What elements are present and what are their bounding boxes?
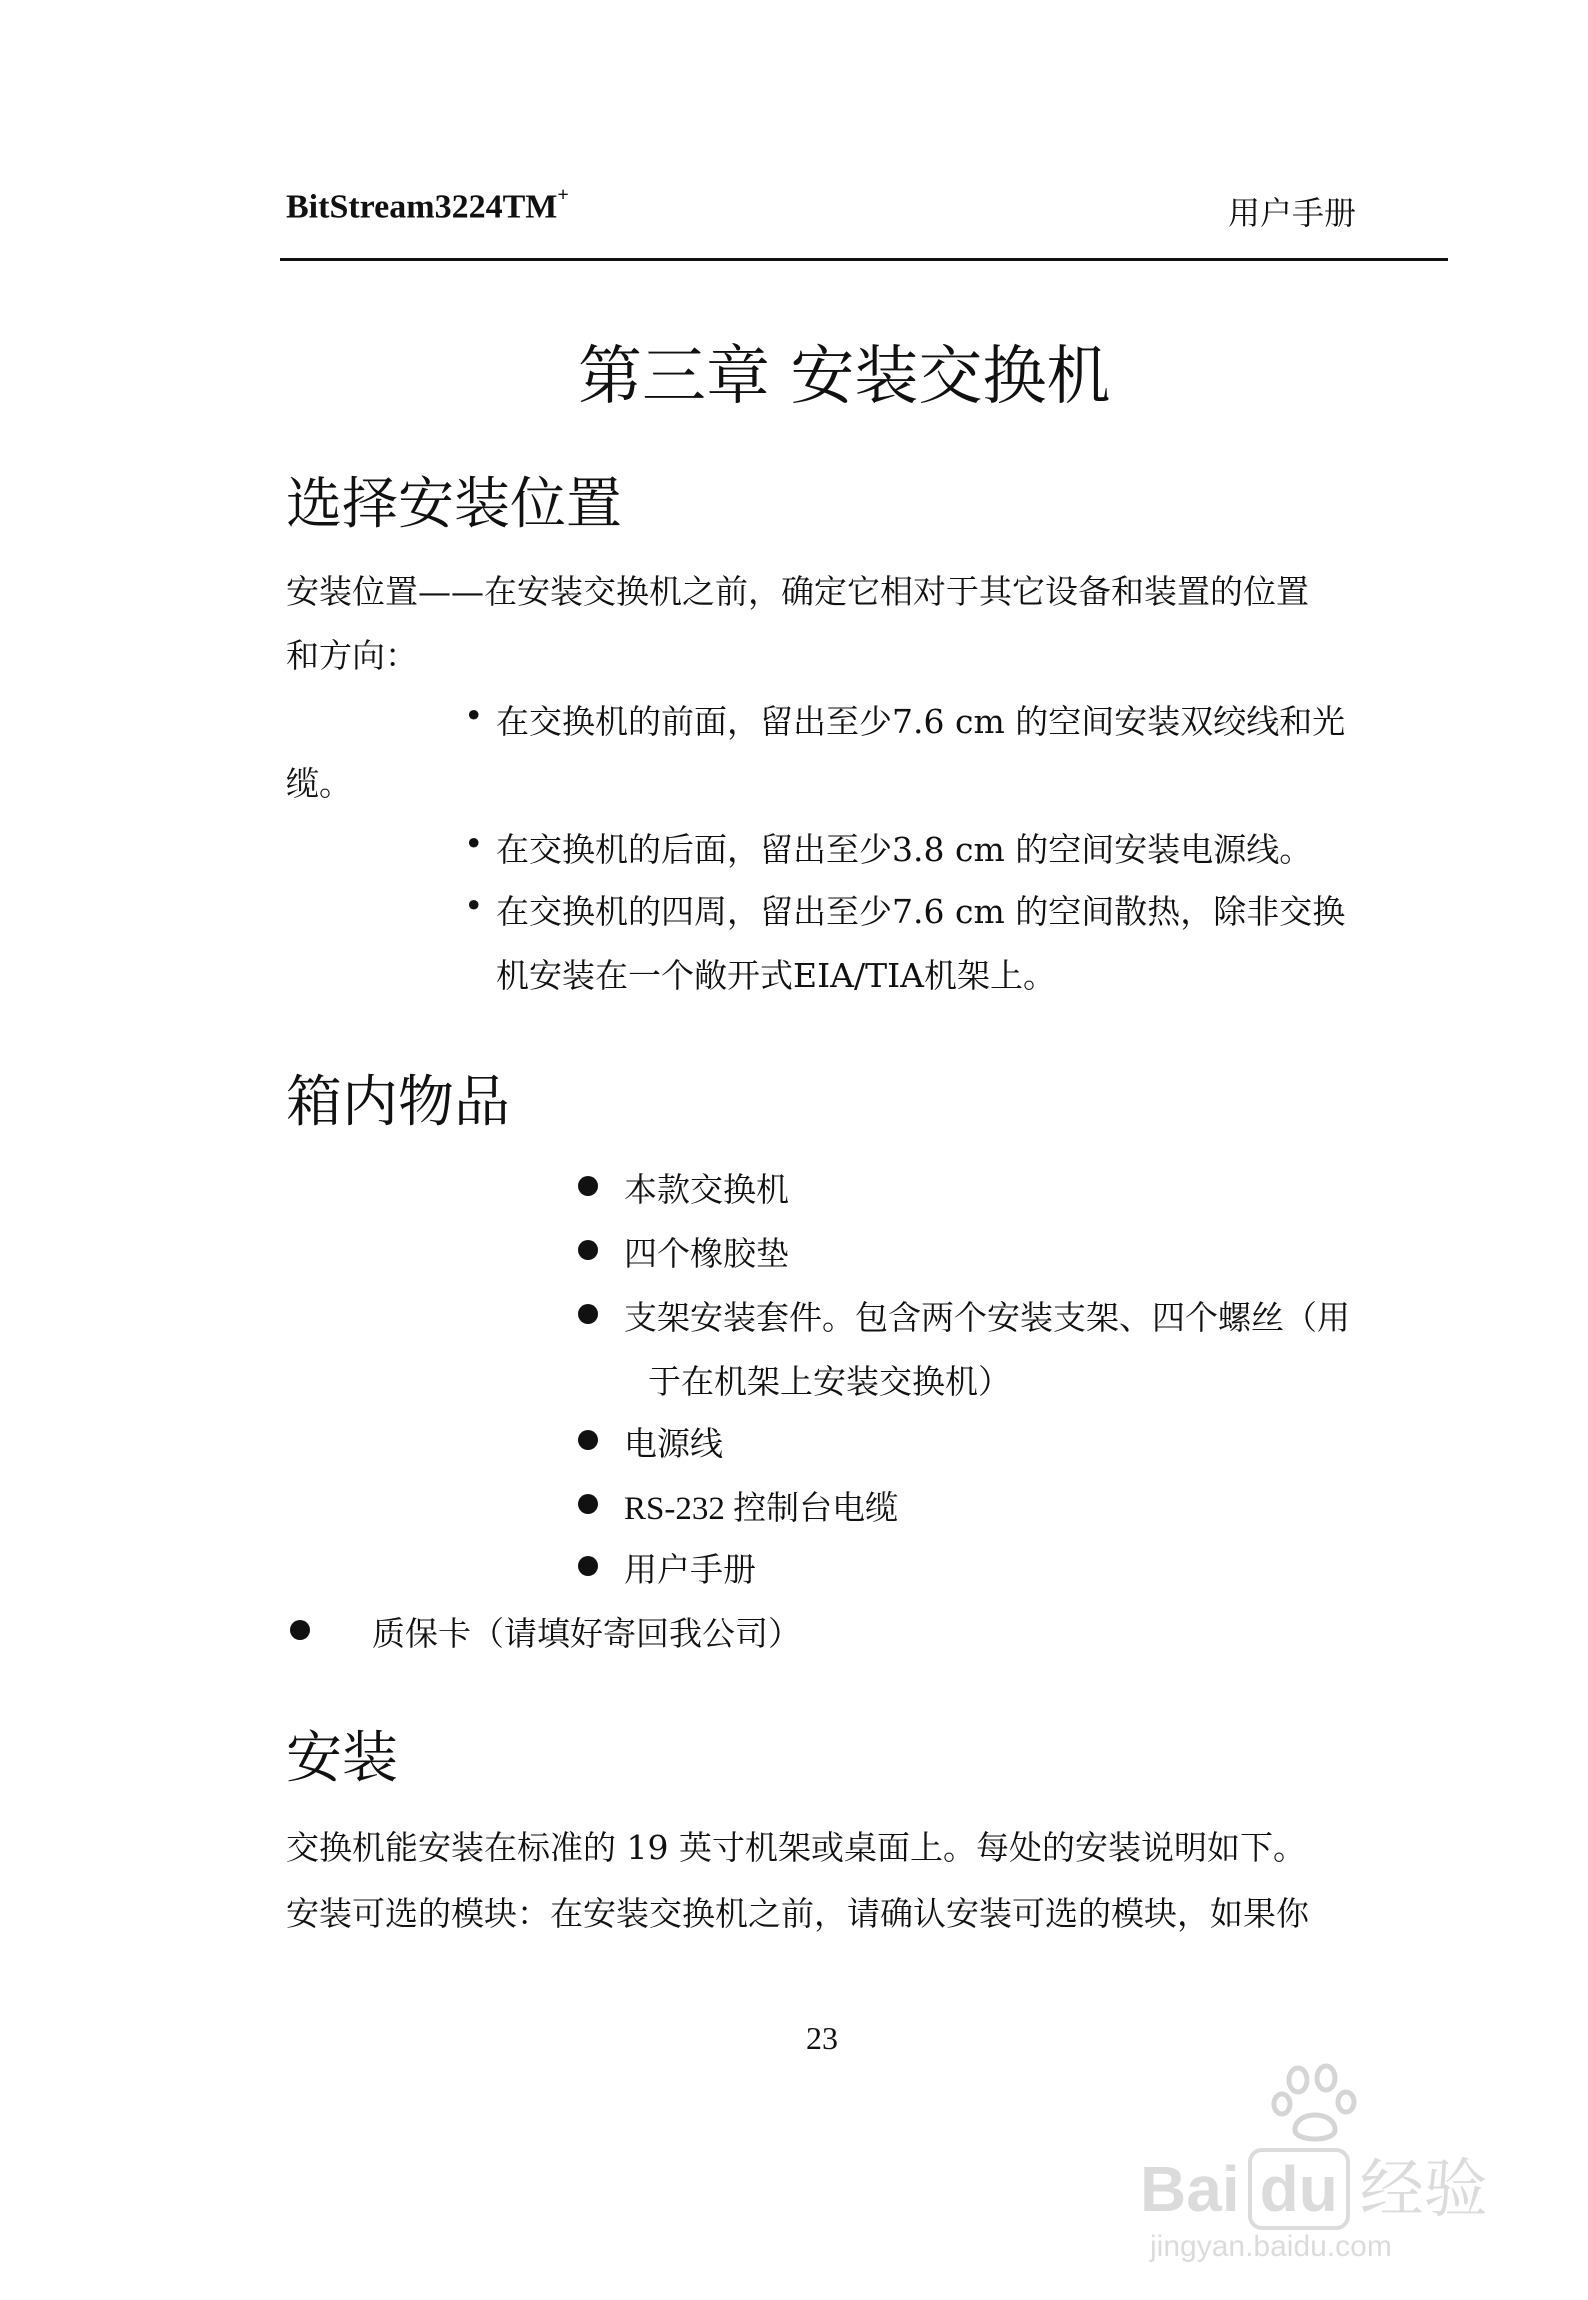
section-heading-location: 选择安装位置 xyxy=(286,472,622,537)
bullet-dot-icon xyxy=(578,1430,598,1450)
header-manual-label: 用户手册 xyxy=(1228,194,1357,232)
header-divider xyxy=(280,258,1448,261)
location-bullet-2: 在交换机的后面，留出至少3.8 cm 的空间安装电源线。 xyxy=(496,830,1313,869)
watermark-url: jingyan.baidu.com xyxy=(1150,2230,1392,2263)
contents-item-cont: 于在机架上安装交换机） xyxy=(648,1362,1011,1401)
location-bullet-1-cont: 缆。 xyxy=(286,764,352,803)
location-bullet-3-cont: 机安装在一个敞开式EIA/TIA机架上。 xyxy=(496,956,1056,995)
contents-item: RS-232 控制台电缆 xyxy=(624,1491,899,1527)
bullet-icon: • xyxy=(464,886,484,925)
bullet-icon: • xyxy=(464,696,484,735)
section-heading-contents: 箱内物品 xyxy=(286,1070,510,1135)
location-intro-line1: 安装位置——在安装交换机之前，确定它相对于其它设备和装置的位置 xyxy=(286,572,1309,611)
bullet-dot-icon xyxy=(578,1240,598,1260)
bullet-dot-icon xyxy=(290,1620,310,1640)
bullet-dot-icon xyxy=(578,1556,598,1576)
install-line1: 交换机能安装在标准的 19 英寸机架或桌面上。每处的安装说明如下。 xyxy=(286,1828,1306,1867)
bullet-dot-icon xyxy=(578,1304,598,1324)
header-title: BitStream3224TM+ xyxy=(286,184,569,226)
install-line2: 安装可选的模块：在安装交换机之前，请确认安装可选的模块，如果你 xyxy=(286,1894,1309,1933)
contents-item: 四个橡胶垫 xyxy=(624,1234,789,1273)
watermark-brand: Bai du 经验 xyxy=(1140,2138,1488,2230)
bullet-dot-icon xyxy=(578,1494,598,1514)
contents-item: 支架安装套件。包含两个安装支架、四个螺丝（用 xyxy=(624,1298,1350,1337)
section-heading-install: 安装 xyxy=(286,1726,398,1791)
baidu-watermark xyxy=(1120,2060,1520,2280)
paw-icon xyxy=(1270,2060,1360,2150)
bullet-dot-icon xyxy=(578,1176,598,1196)
chapter-title: 第三章 安装交换机 xyxy=(578,340,1111,414)
contents-item: 用户手册 xyxy=(624,1550,756,1589)
contents-item: 电源线 xyxy=(624,1424,723,1463)
location-bullet-3: 在交换机的四周，留出至少7.6 cm 的空间散热，除非交换 xyxy=(496,892,1346,931)
bullet-icon: • xyxy=(464,824,484,863)
contents-item-last: 质保卡（请填好寄回我公司） xyxy=(372,1614,801,1653)
contents-item: 本款交换机 xyxy=(624,1170,789,1209)
page-number: 23 xyxy=(806,2020,838,2056)
location-bullet-1: 在交换机的前面，留出至少7.6 cm 的空间安装双绞线和光 xyxy=(496,702,1346,741)
location-intro-line2: 和方向： xyxy=(286,636,418,675)
